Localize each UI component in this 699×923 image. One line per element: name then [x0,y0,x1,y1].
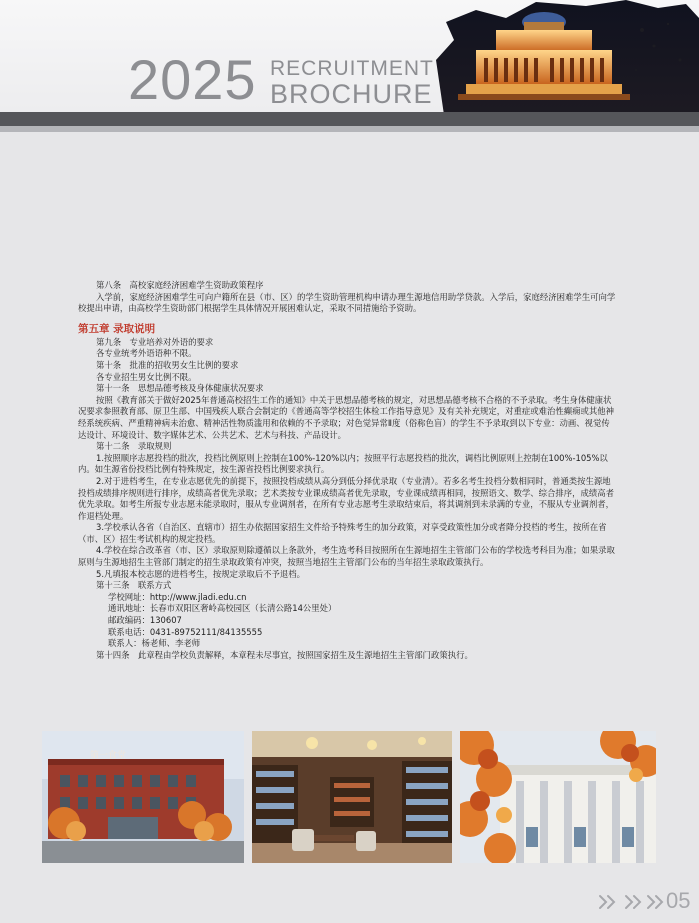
page-number: 05 [666,888,691,913]
canteen-sign: 第一食堂 [90,751,127,761]
article-12-rule-3: 3.学校承认各省（自治区、直辖市）招生办依据国家招生文件给予特殊考生的加分政策，对享受政策性加分或者降分投档的考生，按所在省（市、区）招生考试机构的规定投档。 [78,522,607,544]
article-12-rule-5: 5.凡填报本校志愿的进档考生，按规定录取后不予退档。 [96,568,305,579]
article-9-body: 各专业统考外语语种不限。 [96,348,197,359]
campus-photo-colonnade [460,731,656,863]
article-12-heading: 第十二条 录取规则 [96,441,172,452]
header-building-photo [436,0,699,115]
header-year: 2025 [128,48,257,111]
header-subtitle-recruitment: RECRUITMENT [270,57,434,80]
article-14-text: 第十四条 此章程由学校负责解释，本章程未尽事宜，按照国家招生及生源地招生主管部门政策执行。 [96,649,473,660]
page-arrows-decoration [596,892,664,912]
admission-regulations-text [78,280,618,661]
article-10-body: 各专业招生男女比例不限。 [96,371,197,382]
campus-photo-library [252,731,452,863]
article-11-body: 按照《教育部关于做好2025年普通高校招生工作的通知》中关于思想品德考核的规定，对思想品德考核不合格的不予录取。考生身体健康状况要求参照教育部、原卫生部、中国残疾人联合会制定的《普通高等学校招生体检工作指导意见》及有关补充规定，对重症或难治性癫痫或其他神经系统疾病、严重精神病未治愈、精神活性物质滥用和依赖的不予录取；对色觉异常Ⅱ度（俗称色盲）的学生不予录取到以下专业：动画、视觉传达设计、环境设计、数字媒体艺术、公共艺术、艺术与科技、产品设计。 [78,394,614,440]
contact-person: 联系人：杨老师、李老师 [108,638,201,649]
contact-address: 通讯地址：长春市双阳区奢岭高校园区（长清公路14公里处） [108,603,337,614]
article-11-heading: 第十一条 思想品德考核及身体健康状况要求 [96,383,264,394]
article-9-heading: 第九条 专业培养对外语的要求 [96,336,214,347]
header-divider-dark [0,112,699,126]
article-8-heading: 第八条 高校家庭经济困难学生资助政策程序 [96,280,264,290]
article-8-body: 入学前，家庭经济困难学生可向户籍所在县（市、区）的学生资助管理机构申请办理生源地信用助学贷款。入学后，家庭经济困难学生可向学校提出申请，由高校学生资助部门根据学生具体情况开展困难认定，采取不同措施给予资助。 [78,291,616,314]
article-12-rule-1: 1.按照顺序志愿投档的批次，投档比例原则上控制在100%-120%以内；按照平行志愿投档的批次，调档比例原则上控制在100%-105%以内。如生源省份投档比例有特殊规定，按生源省投档比例要求执行。 [78,452,608,475]
contact-website: 学校网址：http://www.jladi.edu.cn [108,591,247,602]
brochure-header [0,0,699,122]
article-12-rule-4: 4.学校在综合改革省（市、区）录取原则除遵循以上条款外，考生选考科目按照所在生源地招生主管部门公布的学校选考科目为准；如果录取原则与生源地招生主管部门制定的招生录取政策有冲突，按照当地招生主管部门公布的当年招生录取政策执行。 [78,545,615,568]
article-12-rule-2: 2.对于进档考生，在专业志愿优先的前提下，按照投档成绩从高分到低分择优录取（专业清）。若多名考生投档分数相同时，普通类按生源地投档成绩排序规则进行排序，成绩高者优先录取；艺术类按专业课成绩高者优先录取，专业课成绩再相同，按照语文、数学、综合排序，成绩高者优先录取。如考生所报专业志愿未能录取时，服从专业调剂者，在所有专业志愿考生录取结束后，将其调剂到未录满的专业，不服从专业调剂者，作退档处理。 [78,475,614,521]
contact-postcode: 邮政编码：130607 [108,615,182,626]
chapter-5-title: 第五章 录取说明 [78,322,156,335]
article-10-heading: 第十条 批准的招收男女生比例的要求 [96,359,239,370]
header-divider-light [0,126,699,132]
contact-phone: 联系电话：0431-89752111/84135555 [108,626,263,637]
article-13-heading: 第十三条 联系方式 [96,580,172,591]
header-subtitle-brochure: BROCHURE [270,79,433,109]
campus-photo-canteen [42,731,244,863]
